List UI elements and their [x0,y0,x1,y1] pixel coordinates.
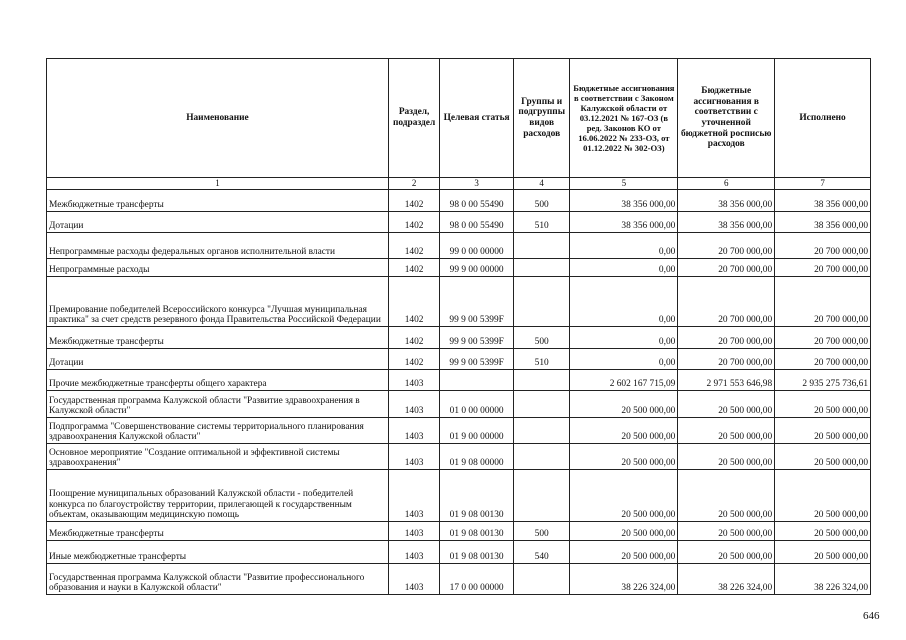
row-expense-group: 500 [513,327,569,349]
table-row [47,277,871,327]
row-budget-law: 0,00 [570,327,678,349]
row-executed: 38 356 000,00 [775,212,871,233]
row-name: Межбюджетные трансферты [47,327,389,349]
row-name: Подпрограмма "Совершенствование системы территориального планирования здравоохранения Калужской области" [47,418,389,444]
row-executed: 20 500 000,00 [775,418,871,444]
row-budget-refined: 20 500 000,00 [678,391,775,418]
column-number: 6 [678,178,775,190]
row-budget-refined: 38 356 000,00 [678,212,775,233]
row-budget-law: 0,00 [570,259,678,277]
page-number: 646 [863,610,880,622]
header-budget-law: Бюджетные ассигнования в соответствии с Законом Калужской области от 03.12.2021 № 167-ОЗ (в ред. Законов КО от 16.06.2022 № 233-ОЗ, от 01.12.2022 № 302-ОЗ) [570,59,678,178]
row-expense-group [513,564,569,595]
row-name: Государственная программа Калужской области "Развитие здравоохранения в Калужской области" [47,391,389,418]
row-expense-group [513,444,569,470]
row-expense-group [513,418,569,444]
row-target-article: 99 9 00 00000 [440,259,514,277]
row-name: Государственная программа Калужской области "Развитие профессионального образования и науки в Калужской области" [47,564,389,595]
row-expense-group [513,277,569,327]
row-executed: 2 935 275 736,61 [775,370,871,391]
table-row [47,327,871,349]
row-budget-law: 20 500 000,00 [570,391,678,418]
row-section: 1402 [388,327,439,349]
row-expense-group: 510 [513,212,569,233]
row-name: Основное мероприятие "Создание оптимальной и эффективной системы здравоохранения" [47,444,389,470]
row-budget-refined: 2 971 553 646,98 [678,370,775,391]
row-budget-law: 0,00 [570,233,678,259]
row-section: 1402 [388,233,439,259]
table-row [47,212,871,233]
row-executed: 20 700 000,00 [775,259,871,277]
row-section: 1403 [388,522,439,541]
row-section: 1402 [388,277,439,327]
row-section: 1402 [388,349,439,370]
header-row [47,59,871,178]
row-name: Прочие межбюджетные трансферты общего характера [47,370,389,391]
row-executed: 38 356 000,00 [775,190,871,212]
row-budget-law: 38 226 324,00 [570,564,678,595]
row-expense-group [513,391,569,418]
header-section: Раздел, подраздел [388,59,439,178]
row-budget-refined: 20 700 000,00 [678,277,775,327]
row-target-article [440,370,514,391]
row-budget-refined: 20 700 000,00 [678,327,775,349]
row-target-article: 99 9 00 5399F [440,349,514,370]
table-row [47,233,871,259]
row-target-article: 01 9 08 00130 [440,541,514,564]
row-expense-group: 500 [513,522,569,541]
row-section: 1403 [388,370,439,391]
budget-table-sheet [46,58,871,595]
row-executed: 20 500 000,00 [775,470,871,522]
row-name: Непрограммные расходы федеральных органов исполнительной власти [47,233,389,259]
table-row [47,259,871,277]
table-row [47,391,871,418]
row-section: 1403 [388,470,439,522]
row-budget-refined: 20 700 000,00 [678,233,775,259]
row-executed: 20 700 000,00 [775,233,871,259]
row-section: 1403 [388,444,439,470]
row-executed: 20 700 000,00 [775,277,871,327]
row-expense-group [513,233,569,259]
column-number: 2 [388,178,439,190]
row-budget-law: 20 500 000,00 [570,470,678,522]
row-budget-law: 0,00 [570,349,678,370]
row-budget-law: 38 356 000,00 [570,190,678,212]
row-budget-refined: 20 700 000,00 [678,259,775,277]
row-expense-group [513,370,569,391]
row-target-article: 01 0 00 00000 [440,391,514,418]
column-number: 5 [570,178,678,190]
row-budget-refined: 38 226 324,00 [678,564,775,595]
row-budget-law: 20 500 000,00 [570,541,678,564]
row-name: Поощрение муниципальных образований Калужской области - победителей конкурса по благоустройству территории, прилегающей к государственным объектам, оказывающим медицинскую помощь [47,470,389,522]
row-executed: 38 226 324,00 [775,564,871,595]
column-number-row [47,178,871,190]
row-expense-group: 500 [513,190,569,212]
row-executed: 20 500 000,00 [775,522,871,541]
column-number: 3 [440,178,514,190]
row-name: Премирование победителей Всероссийского конкурса "Лучшая муниципальная практика" за счет средств резервного фонда Правительства Российской Федерации [47,277,389,327]
row-target-article: 98 0 00 55490 [440,212,514,233]
row-expense-group [513,259,569,277]
table-row [47,190,871,212]
row-budget-law: 20 500 000,00 [570,522,678,541]
row-expense-group: 510 [513,349,569,370]
row-section: 1402 [388,212,439,233]
row-section: 1403 [388,541,439,564]
row-executed: 20 500 000,00 [775,444,871,470]
column-number: 1 [47,178,389,190]
row-executed: 20 500 000,00 [775,541,871,564]
row-target-article: 98 0 00 55490 [440,190,514,212]
header-budget-refined: Бюджетные ассигнования в соответствии с уточненной бюджетной росписью расходов [678,59,775,178]
header-executed: Исполнено [775,59,871,178]
row-budget-refined: 20 500 000,00 [678,470,775,522]
row-name: Иные межбюджетные трансферты [47,541,389,564]
row-name: Межбюджетные трансферты [47,190,389,212]
row-budget-law: 20 500 000,00 [570,418,678,444]
row-name: Дотации [47,212,389,233]
header-expense-groups: Группы и подгруппы видов расходов [513,59,569,178]
table-row [47,522,871,541]
row-expense-group [513,470,569,522]
row-target-article: 99 9 00 5399F [440,327,514,349]
row-budget-refined: 20 500 000,00 [678,522,775,541]
table-row [47,541,871,564]
row-executed: 20 700 000,00 [775,327,871,349]
row-budget-refined: 20 500 000,00 [678,541,775,564]
column-number: 4 [513,178,569,190]
row-target-article: 99 0 00 00000 [440,233,514,259]
header-name: Наименование [47,59,389,178]
row-budget-law: 20 500 000,00 [570,444,678,470]
row-target-article: 01 9 08 00000 [440,444,514,470]
table-row [47,470,871,522]
table-row [47,564,871,595]
column-number: 7 [775,178,871,190]
row-section: 1403 [388,418,439,444]
row-executed: 20 700 000,00 [775,349,871,370]
table-row [47,349,871,370]
row-target-article: 01 9 08 00130 [440,522,514,541]
row-name: Непрограммные расходы [47,259,389,277]
row-budget-refined: 20 500 000,00 [678,444,775,470]
header-target-article: Целевая статья [440,59,514,178]
row-budget-refined: 38 356 000,00 [678,190,775,212]
row-section: 1403 [388,564,439,595]
row-budget-law: 0,00 [570,277,678,327]
row-budget-law: 38 356 000,00 [570,212,678,233]
row-executed: 20 500 000,00 [775,391,871,418]
table-row [47,418,871,444]
row-name: Межбюджетные трансферты [47,522,389,541]
table-row [47,370,871,391]
row-budget-refined: 20 500 000,00 [678,418,775,444]
table-row [47,444,871,470]
row-section: 1402 [388,259,439,277]
row-expense-group: 540 [513,541,569,564]
row-target-article: 01 9 08 00130 [440,470,514,522]
row-target-article: 17 0 00 00000 [440,564,514,595]
row-target-article: 01 9 00 00000 [440,418,514,444]
row-name: Дотации [47,349,389,370]
row-budget-law: 2 602 167 715,09 [570,370,678,391]
row-budget-refined: 20 700 000,00 [678,349,775,370]
row-section: 1403 [388,391,439,418]
budget-execution-table [46,58,871,595]
row-section: 1402 [388,190,439,212]
row-target-article: 99 9 00 5399F [440,277,514,327]
